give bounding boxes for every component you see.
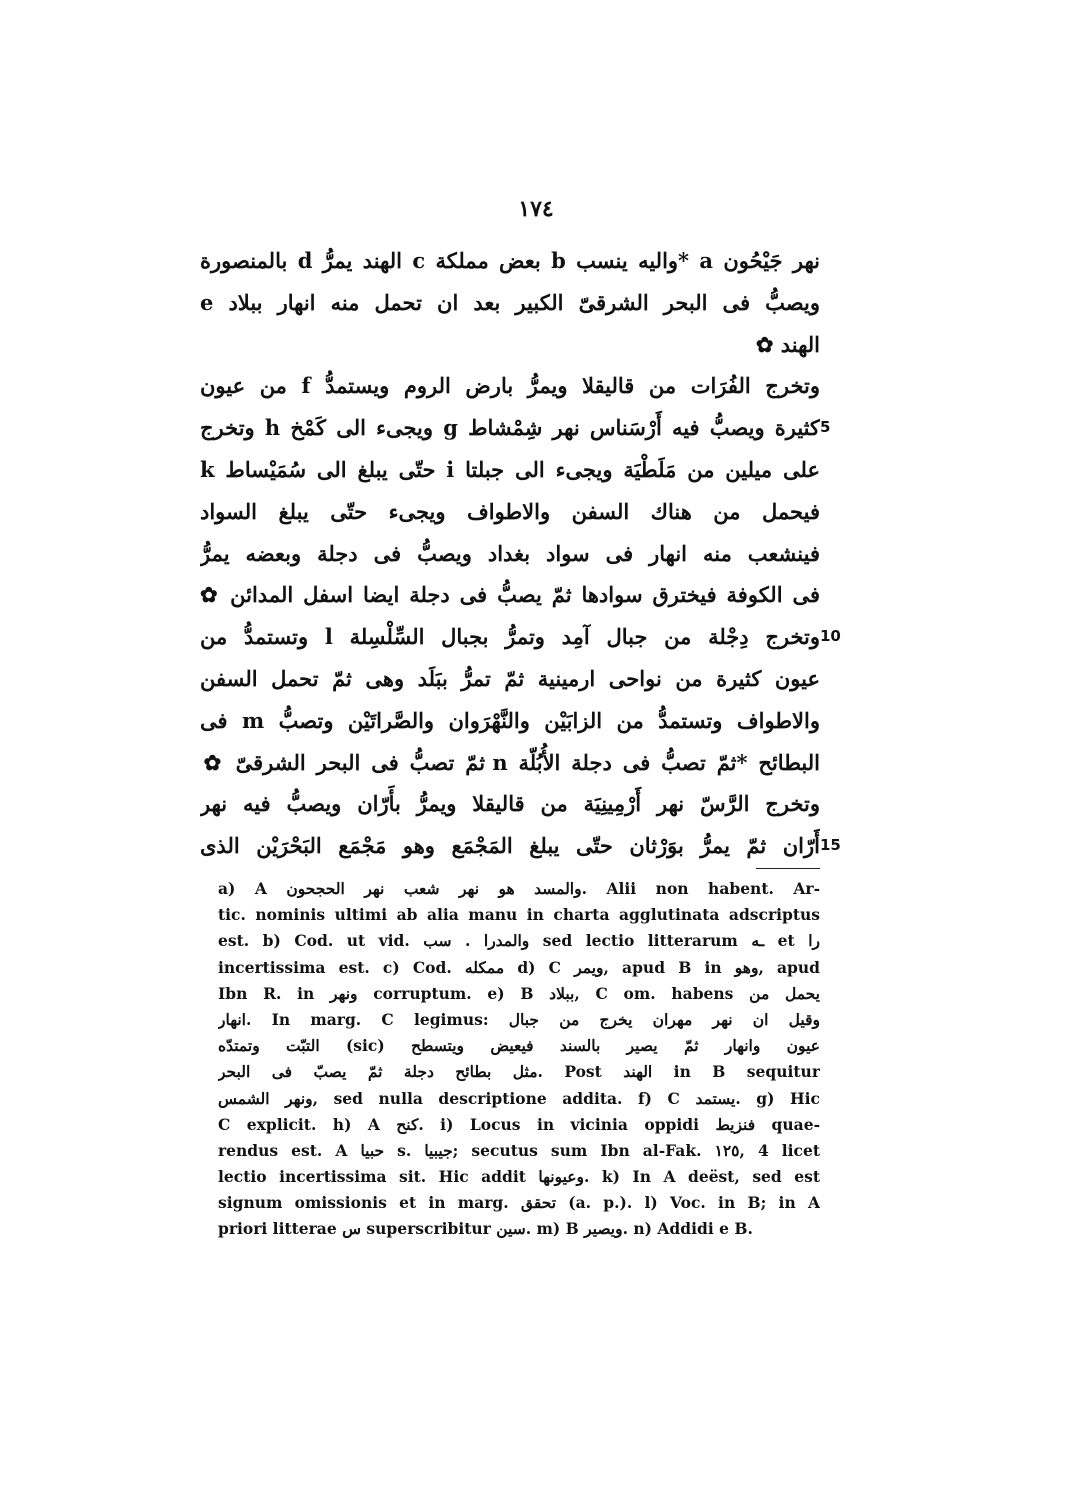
text-line	[200, 783, 820, 825]
line-text: فينشعب منه انهار فى سواد بغداد ويصبُّ فى دجلة وبعضه يمرُّ	[200, 540, 820, 566]
text-line	[200, 616, 841, 658]
line-text: فيحمل من هناك السفن والاطواف ويجىء حتّى يبلغ السواد	[200, 498, 820, 524]
text-line	[200, 700, 820, 742]
text-line	[200, 491, 820, 533]
line-number: 15	[820, 836, 841, 855]
text-line	[200, 282, 820, 324]
text-line	[200, 407, 831, 449]
footnote-line: lectio incertissima sit. Hic addit وعيونها. k) In A deëst, sed est	[218, 1167, 820, 1187]
footnote-line: est. b) Cod. ut vid. والمدرا . سب sed lectio litterarum ـه et را	[218, 931, 820, 951]
line-text: وتخرج الفُرَات من قاليقلا ويمرُّ بارض الروم ويستمدُّ f من عيون	[200, 373, 820, 399]
line-text: البطائح *ثمّ تصبُّ فى دجلة الأُبُلّة n ثمّ تصبُّ فى البحر الشرقىّ ✿	[200, 749, 820, 775]
line-number: 10	[820, 627, 841, 646]
page-number: ١٧٤	[518, 196, 554, 222]
footnote-line: Ibn R. in ونهر corruptum. e) B ببلاد, C om. habens يحمل من	[218, 983, 820, 1003]
footnote-divider	[756, 868, 820, 869]
text-line	[200, 365, 820, 407]
line-text: على ميلين من مَلَطْيَة ويجىء الى جبلتا i حتّى يبلغ الى سُمَيْساط k	[200, 456, 820, 482]
footnote-line: مثل بطائح دجلة ثمّ يصبّ فى البحر. Post الهند in B sequitur	[218, 1062, 820, 1082]
text-line	[200, 825, 841, 867]
line-text: وتخرج دِجْلة من جبال آمِد وتمرُّ بجبال السِّلْسِلة l وتستمدُّ من	[200, 624, 820, 650]
line-text: نهر جَيْحُون a *واليه ينسب b بعض مملكة c الهند يمرُّ d بالمنصورة	[200, 248, 820, 273]
footnote-line: signum omissionis et in marg. تحقق (a. p.). l) Voc. in B; in A	[218, 1193, 820, 1213]
text-line	[200, 324, 820, 366]
line-text: كثيرة ويصبُّ فيه أَرْسَناس نهر شِمْشاط g ويجىء الى كَمْخ h وتخرج	[200, 415, 820, 441]
footnotes	[218, 876, 820, 1243]
footnote-line: التبّت وتمتدّه (sic) عيون وانهار ثمّ يصير بالسند فيعيض ويتسطح	[218, 1036, 820, 1056]
line-text: فى الكوفة فيخترق سوادها ثمّ يصبُّ فى دجلة ايضا اسفل المدائن ✿	[200, 582, 820, 608]
line-text: الهند ✿	[755, 331, 820, 357]
text-line	[200, 574, 820, 616]
line-text: عيون كثيرة من نواحى ارمينية ثمّ تمرُّ ببَلَد وهى ثمّ تحمل السفن	[200, 665, 820, 691]
text-line	[200, 240, 820, 282]
footnote-line: tic. nominis ultimi ab alia manu in charta agglutinata adscriptus	[218, 905, 820, 925]
footnote-line: a) A والمسد هو نهر شعب نهر الحجحون. Alii non habent. Ar-	[218, 879, 820, 898]
line-text: والاطواف وتستمدُّ من الزابَيْن والنَّهْرَوان والصَّراتَيْن وتصبُّ m فى	[200, 707, 820, 733]
line-text: أَرّان ثمّ يمرُّ بوَرْثان حتّى يبلغ المَجْمَع وهو مَجْمَع البَحْرَيْن الذى	[200, 833, 820, 859]
main-text	[200, 240, 841, 867]
footnote-line: rendus est. A حبيا s. جيبيا; secutus sum Ibn al-Fak. ١٢٥, 4 licet	[218, 1140, 820, 1160]
footnote-line: priori litterae س superscribitur سين. m) B ويصير. n) Addidi e B.	[218, 1219, 753, 1239]
line-text: وتخرج الرَّسّ نهر أَرْمِينِيَة من قاليقلا ويمرُّ بأَرّان ويصبُّ فيه نهر	[200, 791, 820, 817]
line-number: 5	[820, 418, 831, 437]
footnote-line: انهار. In marg. C legimus: وقيل ان نهر مهران يخرج من جبال	[218, 1009, 820, 1029]
footnote-line: incertissima est. c) Cod. ممكله d) C ويمر, apud B in وهو, apud	[218, 957, 820, 977]
text-line	[200, 533, 820, 575]
text-line	[200, 742, 820, 784]
footnote-line: ونهر الشمس, sed nulla descriptione addita. f) C يستمد. g) Hic	[218, 1088, 820, 1108]
text-line	[200, 658, 820, 700]
text-line	[200, 449, 820, 491]
footnote-line: C explicit. h) A كنح. i) Locus in vicinia oppidi فنزيط quae-	[218, 1114, 820, 1134]
line-text: ويصبُّ فى البحر الشرقىّ الكبير بعد ان تحمل منه انهار ببلاد e	[200, 289, 820, 315]
